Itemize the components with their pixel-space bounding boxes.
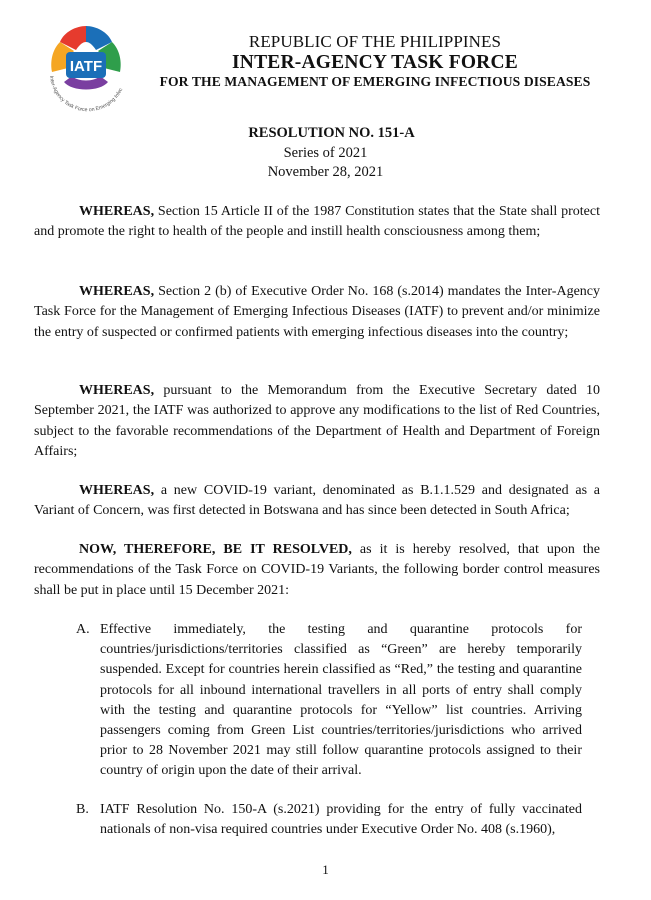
whereas-paragraph-4: WHEREAS, a new COVID-19 variant, denominated as B.1.1.529 and designated as a Variant of Concern, was first detected in Botswana and has since been detected in South Africa; <box>34 483 600 519</box>
letterhead <box>140 32 610 91</box>
logo-petal-purple <box>64 76 108 90</box>
measure-item-b <box>76 800 582 840</box>
logo-ring-text: Inter-Agency Task Force on Emerging Infec <box>47 75 125 114</box>
header-management: FOR THE MANAGEMENT OF EMERGING INFECTIOUS DISEASES <box>159 74 591 89</box>
whereas-paragraph-3: WHEREAS, pursuant to the Memorandum from the Executive Secretary dated 10 September 2021, the IATF was authorized to approve any modifications to the list of Red Countries, subject to the favorable recommendations of the Department of Health and Department of Foreign Affairs; <box>34 383 600 459</box>
resolution-heading <box>0 124 651 183</box>
resolution-date: November 28, 2021 <box>267 164 384 180</box>
header-task-force: INTER-AGENCY TASK FORCE <box>232 52 518 73</box>
resolution-series: Series of 2021 <box>283 144 368 161</box>
page-number: 1 <box>322 862 329 877</box>
item-text: Effective immediately, the testing and quarantine protocols for countries/jurisdictions/territories classified as “Green” are hereby temporarily suspended. Except for countries herein classified as “Red,” the testing and quarantine protocols for all inbound international travellers in all ports of entry shall comply with the testing and quarantine protocols for “Yellow” list countries. Arriving passengers coming from Green List countries/territories/jurisdictions who arrived prior to 28 November 2021 may still follow quarantine protocols assigned to their country of origin upon the date of their arrival. <box>100 622 582 779</box>
logo-text: IATF <box>69 58 103 75</box>
resolved-paragraph: NOW, THEREFORE, BE IT RESOLVED, as it is hereby resolved, that upon the recommendations of the Task Force on COVID-19 Variants, the following border control measures shall be put in place until 15 December 2021: <box>34 542 600 598</box>
iatf-logo <box>34 18 138 122</box>
whereas-paragraph-1: WHEREAS, Section 15 Article II of the 1987 Constitution states that the State shall protect and promote the right to health of the people and instill health consciousness among them; <box>34 204 600 240</box>
item-text: IATF Resolution No. 150-A (s.2021) providing for the entry of fully vaccinated nationals of non-visa required countries under Executive Order No. 408 (s.1960), <box>100 802 582 838</box>
header-republic: REPUBLIC OF THE PHILIPPINES <box>248 32 502 51</box>
measure-item-a <box>76 620 582 782</box>
item-letter: B. <box>76 802 89 817</box>
whereas-paragraph-2: WHEREAS, Section 2 (b) of Executive Order No. 168 (s.2014) mandates the Inter-Agency Task Force for the Management of Emerging Infectious Diseases (IATF) to prevent and/or minimize the entry of suspected or confirmed patients with emerging infectious diseases into the country; <box>34 284 600 340</box>
resolution-title: RESOLUTION NO. 151-A <box>248 125 415 141</box>
item-letter: A. <box>76 622 90 637</box>
